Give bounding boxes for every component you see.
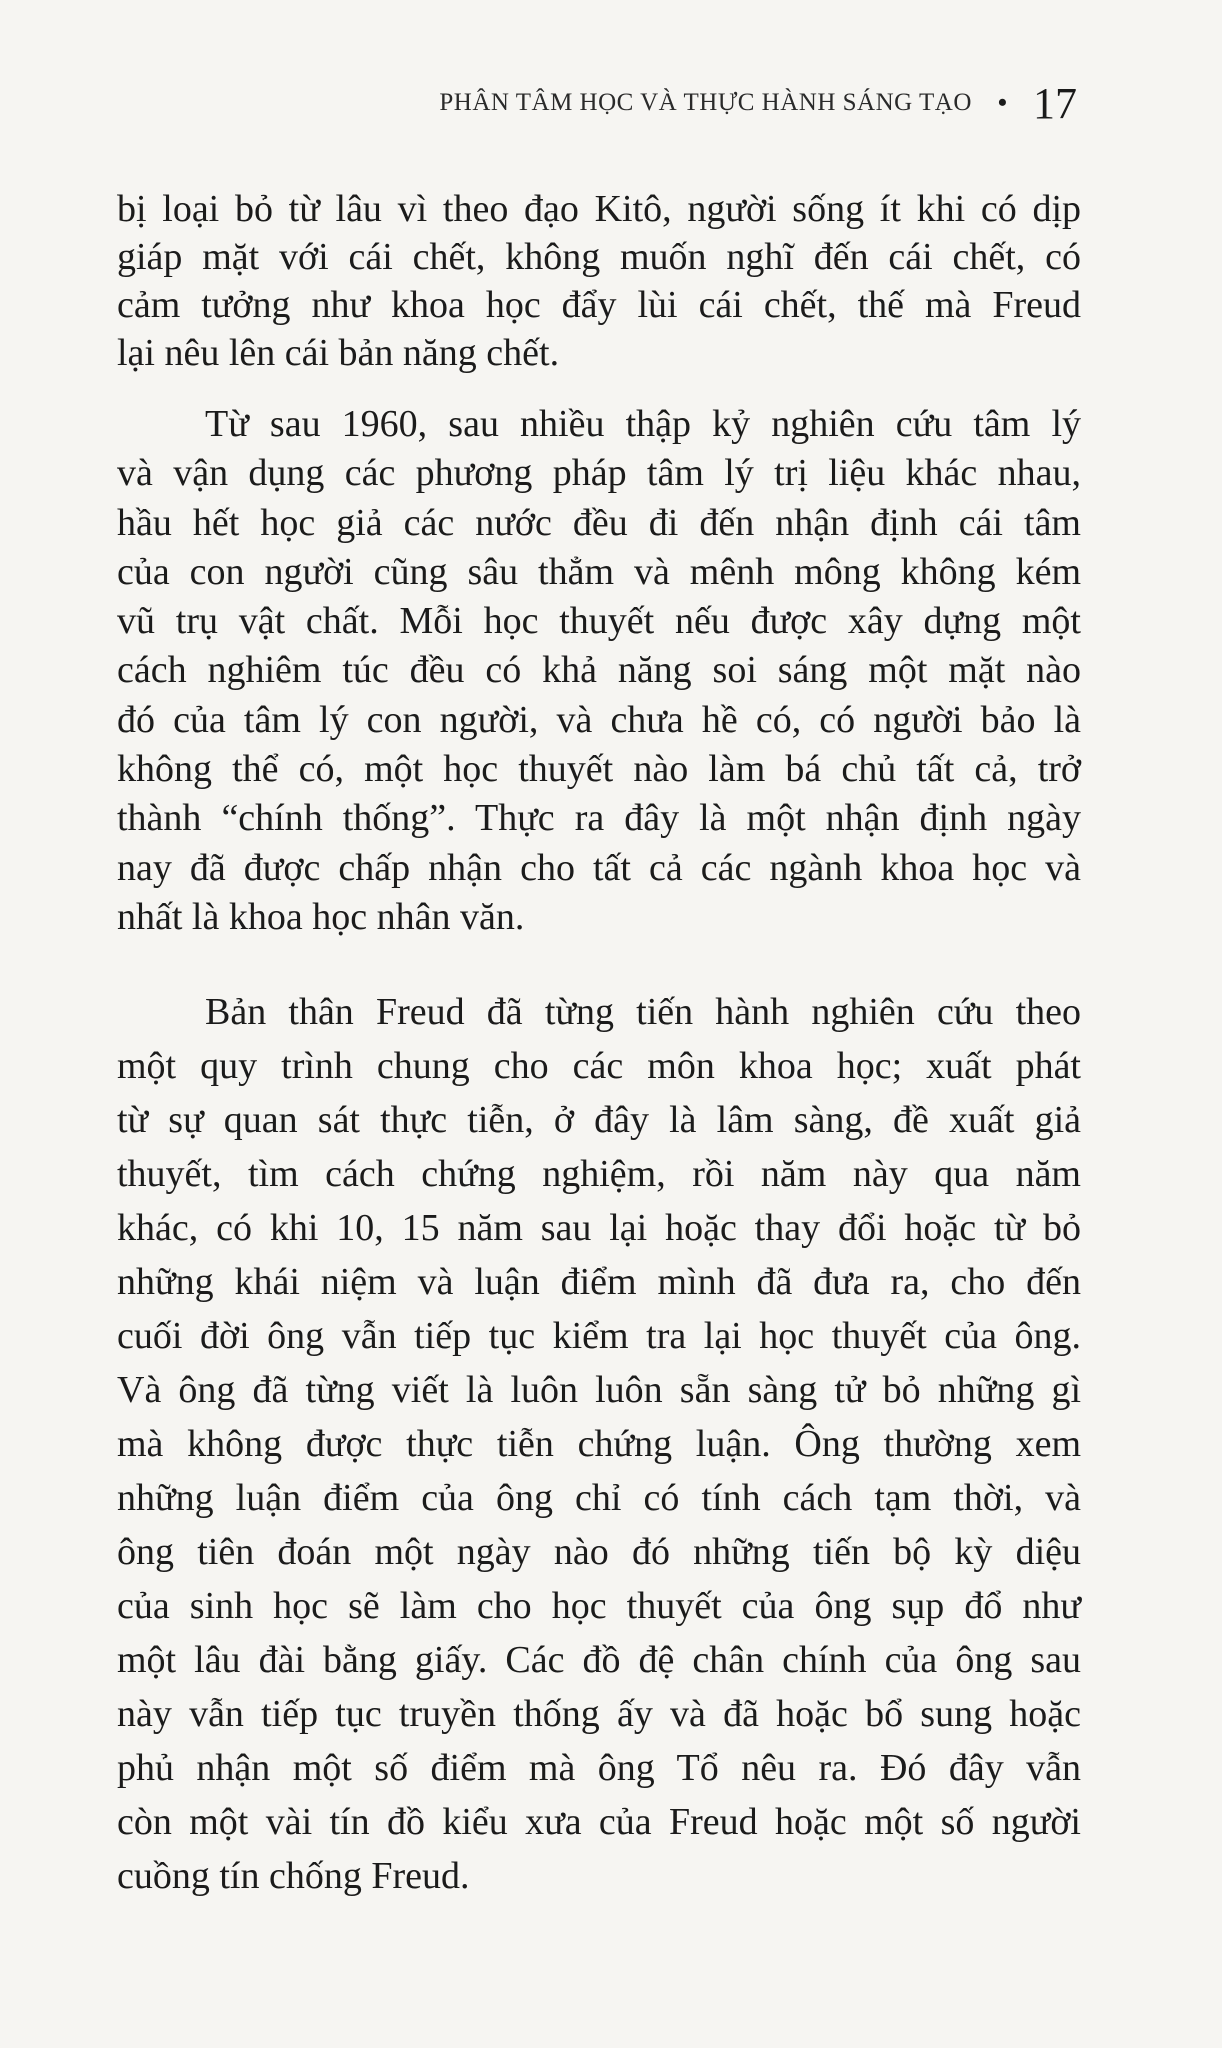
running-title: PHÂN TÂM HỌC VÀ THỰC HÀNH SÁNG TẠO	[439, 89, 972, 116]
text-line: nay đã được chấp nhận cho tất cả các ngành khoa học và	[117, 846, 1081, 889]
text-line: cuối đời ông vẫn tiếp tục kiểm tra lại học thuyết của ông.	[117, 1315, 1081, 1357]
text-line: thuyết, tìm cách chứng nghiệm, rồi năm này qua năm	[117, 1153, 1081, 1195]
text-line: còn một vài tín đồ kiểu xưa của Freud hoặc một số người	[117, 1801, 1081, 1843]
text-line: hầu hết học giả các nước đều đi đến nhận định cái tâm	[117, 501, 1081, 544]
text-line: thành “chính thống”. Thực ra đây là một nhận định ngày	[117, 797, 1081, 840]
text-line: lại nêu lên cái bản năng chết.	[117, 332, 560, 374]
text-line: cách nghiêm túc đều có khả năng soi sáng một mặt nào	[117, 649, 1081, 692]
text-line: vũ trụ vật chất. Mỗi học thuyết nếu được xây dựng một	[117, 600, 1081, 643]
text-line: mà không được thực tiễn chứng luận. Ông thường xem	[117, 1423, 1081, 1465]
text-line: phủ nhận một số điểm mà ông Tổ nêu ra. Đó đây vẫn	[117, 1747, 1081, 1789]
paragraph-3	[117, 985, 1081, 1903]
text-line: của con người cũng sâu thẳm và mênh mông không kém	[117, 550, 1081, 593]
text-line: cuồng tín chống Freud.	[117, 1855, 470, 1897]
text-line: khác, có khi 10, 15 năm sau lại hoặc thay đổi hoặc từ bỏ	[117, 1207, 1081, 1249]
paragraph-2	[117, 400, 1081, 942]
text-line: Từ sau 1960, sau nhiều thập kỷ nghiên cứu tâm lý	[205, 403, 1081, 445]
page-header	[439, 78, 1077, 128]
text-line: một lâu đài bằng giấy. Các đồ đệ chân chính của ông sau	[117, 1639, 1081, 1681]
text-line: này vẫn tiếp tục truyền thống ấy và đã hoặc bổ sung hoặc	[117, 1693, 1081, 1735]
header-separator: •	[997, 88, 1007, 117]
text-line: bị loại bỏ từ lâu vì theo đạo Kitô, người sống ít khi có dịp	[117, 188, 1081, 230]
text-line: những luận điểm của ông chỉ có tính cách tạm thời, và	[117, 1477, 1081, 1519]
text-line: Bản thân Freud đã từng tiến hành nghiên cứu theo	[205, 991, 1081, 1033]
text-line: cảm tưởng như khoa học đẩy lùi cái chết, thế mà Freud	[117, 284, 1081, 326]
text-line: những khái niệm và luận điểm mình đã đưa ra, cho đến	[117, 1261, 1081, 1303]
text-line: và vận dụng các phương pháp tâm lý trị liệu khác nhau,	[117, 452, 1081, 495]
text-line: đó của tâm lý con người, và chưa hề có, có người bảo là	[117, 698, 1081, 741]
text-line: Và ông đã từng viết là luôn luôn sẵn sàng tử bỏ những gì	[117, 1369, 1081, 1411]
text-line: nhất là khoa học nhân văn.	[117, 895, 525, 938]
text-line: của sinh học sẽ làm cho học thuyết của ông sụp đổ như	[117, 1585, 1081, 1627]
text-line: từ sự quan sát thực tiễn, ở đây là lâm sàng, đề xuất giả	[117, 1099, 1081, 1141]
paragraph-1	[117, 185, 1081, 377]
text-line: không thể có, một học thuyết nào làm bá chủ tất cả, trở	[117, 748, 1081, 791]
text-line: ông tiên đoán một ngày nào đó những tiến bộ kỳ diệu	[117, 1531, 1081, 1573]
page-number: 17	[1033, 78, 1077, 128]
text-line: giáp mặt với cái chết, không muốn nghĩ đến cái chết, có	[117, 236, 1081, 278]
text-line: một quy trình chung cho các môn khoa học; xuất phát	[117, 1045, 1081, 1087]
